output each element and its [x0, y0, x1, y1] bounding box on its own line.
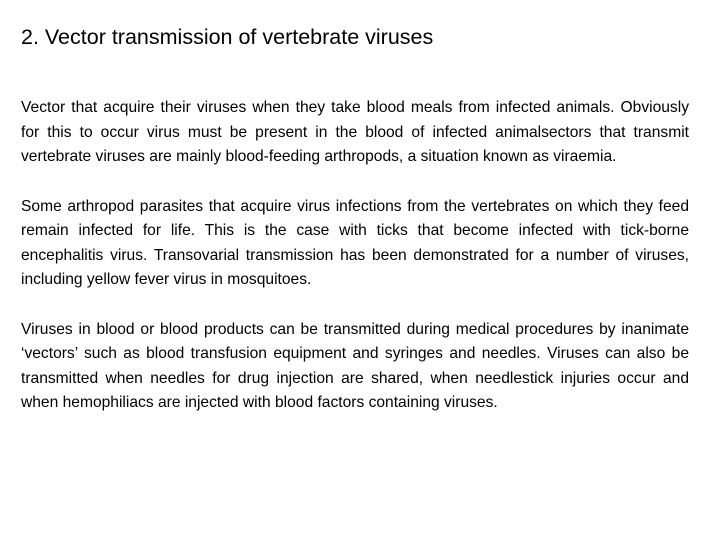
slide-title: 2. Vector transmission of vertebrate viruses — [21, 25, 434, 49]
paragraph-viraemia: Vector that acquire their viruses when they take blood meals from infected animals. Obviously for this to occur virus must be present in the blood of infected animalsectors that transmit vertebrate viruses are mainly blood-feeding arthropods, a situation known as viraemia. — [21, 99, 689, 165]
paragraph-inanimate-vectors: Viruses in blood or blood products can be transmitted during medical procedures by inanimate ‘vectors’ such as blood transfusion equipment and syringes and needles. Viruses can also be transmitted when needles for drug injection are shared, when needlestick injuries occur and when hemophiliacs are injected with blood factors containing viruses. — [21, 320, 689, 411]
paragraph-arthropod-parasites: Some arthropod parasites that acquire virus infections from the vertebrates on which they feed remain infected for life. This is the case with ticks that become infected with tick-borne encephalitis virus. Transovarial transmission has been demonstrated for a number of viruses, including yellow fever virus in mosquitoes. — [21, 197, 689, 288]
slide-body — [21, 96, 689, 441]
